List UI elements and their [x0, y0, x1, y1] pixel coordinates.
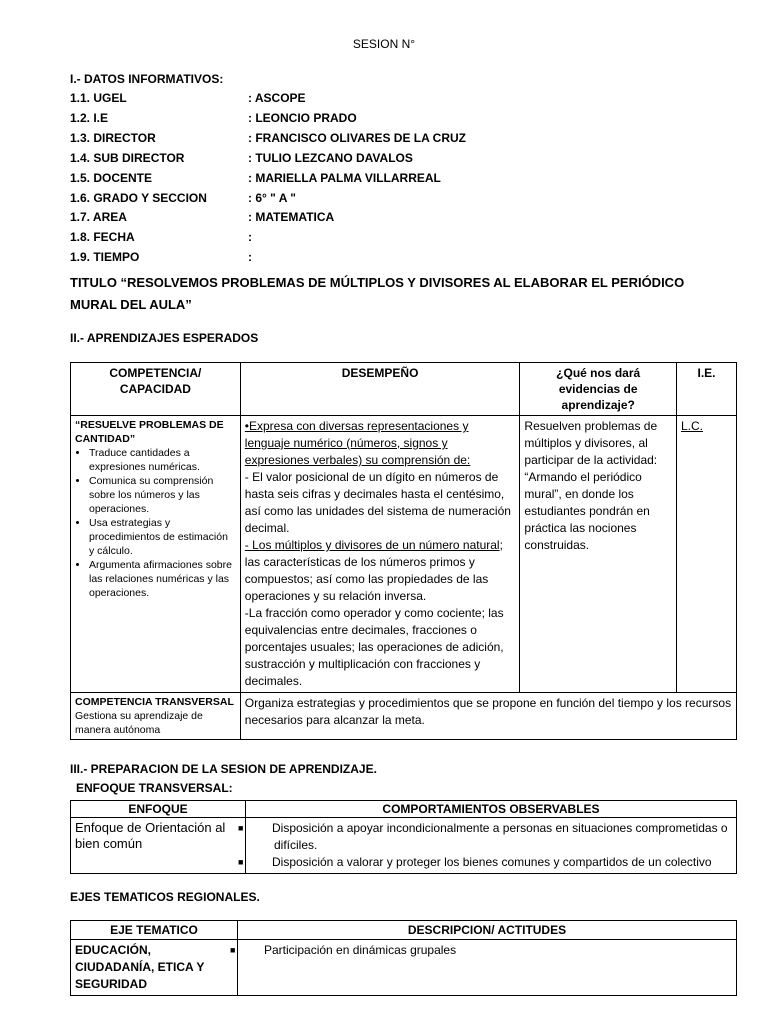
- header-competencia: COMPETENCIA/ CAPACIDAD: [71, 363, 241, 416]
- session-title: TITULO “RESOLVEMOS PROBLEMAS DE MÚLTIPLOS Y DIVISORES AL ELABORAR EL PERIÓDICO MURAL DEL AULA”: [70, 275, 685, 312]
- info-row: [70, 91, 306, 111]
- info-row: [70, 191, 296, 211]
- section2-heading: II.- APRENDIZAJES ESPERADOS: [70, 331, 259, 345]
- session-number-title: SESION N°: [352, 37, 416, 51]
- list-item: • Argumenta afirmaciones sobre las relaciones numéricas y las operaciones.: [89, 558, 236, 600]
- info-row: [70, 250, 252, 270]
- info-value: :: [248, 250, 252, 265]
- list-item: • Comunica su comprensión sobre los números y las operaciones.: [89, 474, 236, 516]
- square-bullet-icon: ■: [230, 945, 236, 955]
- info-value: : MARIELLA PALMA VILLARREAL: [248, 170, 441, 185]
- list-item: [238, 820, 732, 854]
- info-row: [70, 151, 413, 171]
- desempeno-p2-rest: ; las características de los números primos y compuestos; así como las propiedades de las operaciones y su relación inversa.: [244, 538, 503, 603]
- header-evidencia: ¿Qué nos dará evidencias de aprendizaje?: [520, 363, 677, 416]
- transversal-text: Organiza estrategias y procedimientos que se propone en función del tiempo y los recursos necesarios para alcanzar la meta.: [240, 693, 736, 740]
- comportamiento-text: Disposición a apoyar incondicionalmente a personas en situaciones comprometidas o difíciles.: [272, 821, 728, 852]
- actitud-text: Participación en dinámicas grupales: [264, 943, 457, 957]
- desempeno-cell: [240, 416, 520, 693]
- header-enfoque: ENFOQUE: [71, 801, 246, 818]
- desempeno-intro: •Expresa con diversas representaciones y lenguaje numérico (números, signos y expresiones verbales) su comprensión de:: [244, 419, 471, 467]
- info-value: : TULIO LEZCANO DAVALOS: [248, 150, 413, 165]
- enfoque-table: [70, 800, 737, 874]
- header-eje: EJE TEMATICO: [71, 921, 238, 940]
- info-heading: I.- DATOS INFORMATIVOS:: [70, 72, 224, 86]
- desempeno-p2: [245, 537, 516, 605]
- info-label: 1.6. GRADO Y SECCION: [70, 190, 207, 205]
- info-label: 1.9. TIEMPO: [70, 250, 140, 265]
- transversal-competencia: Gestiona su aprendizaje de manera autónoma: [75, 710, 203, 736]
- info-value: : FRANCISCO OLIVARES DE LA CRUZ: [248, 130, 466, 145]
- info-label: 1.2. I.E: [70, 110, 109, 125]
- capacidades-list: [75, 446, 236, 600]
- header-descripcion: DESCRIPCION/ ACTITUDES: [238, 921, 737, 940]
- list-item: • Usa estrategias y procedimientos de estimación y cálculo.: [89, 516, 236, 558]
- info-row: [70, 171, 441, 191]
- desempeno-p2-underlined: - Los múltiplos y divisores de un número natural: [244, 538, 500, 552]
- comportamiento-text: Disposición a valorar y proteger los bienes comunes y compartidos de un colectivo: [272, 855, 712, 869]
- enfoque-table-header: [71, 801, 737, 818]
- table-row: [71, 693, 737, 740]
- enfoque-cell: Enfoque de Orientación al bien común: [71, 818, 246, 874]
- learning-table: [70, 362, 737, 740]
- info-value: : ASCOPE: [248, 91, 306, 105]
- learning-table-header: [71, 363, 737, 416]
- ejes-table: [70, 920, 737, 996]
- transversal-label-cell: [71, 693, 241, 740]
- info-value: : MATEMATICA: [248, 210, 335, 225]
- ie-value: L.C.: [680, 419, 703, 433]
- info-value: : LEONCIO PRADO: [248, 110, 357, 125]
- section3-heading: III.- PREPARACION DE LA SESION DE APRENDIZAJE.: [70, 762, 377, 776]
- comportamientos-cell: [238, 818, 737, 874]
- table-row: [71, 940, 737, 996]
- info-value: :: [248, 230, 252, 245]
- list-item: [230, 942, 732, 959]
- info-label: 1.7. AREA: [70, 210, 127, 225]
- header-comportamientos: COMPORTAMIENTOS OBSERVABLES: [246, 801, 737, 818]
- info-row: [70, 210, 334, 230]
- info-row: [70, 111, 357, 131]
- evidencia-cell: Resuelven problemas de múltiplos y divisores, al participar de la actividad: “Armando el periódico mural”, en donde los estudiantes pondrán en práctica las nociones construidas.: [520, 416, 677, 693]
- info-row: [70, 131, 466, 151]
- competencia-cell: [71, 416, 241, 693]
- ie-cell: [676, 416, 736, 693]
- header-desempeno: DESEMPEÑO: [240, 363, 520, 416]
- square-bullet-icon: ■: [238, 857, 244, 867]
- eje-cell: EDUCACIÓN, CIUDADANÍA, ETICA Y SEGURIDAD: [71, 940, 238, 996]
- info-label: 1.5. DOCENTE: [70, 170, 153, 185]
- desempeno-p1: - El valor posicional de un dígito en números de hasta seis cifras y decimales hasta el centésimo, así como las unidades del sistema de numeración decimal.: [244, 470, 511, 535]
- square-bullet-icon: ■: [238, 823, 244, 833]
- info-label: 1.4. SUB DIRECTOR: [70, 150, 185, 165]
- info-label: 1.8. FECHA: [70, 230, 135, 245]
- ejes-heading: EJES TEMATICOS REGIONALES.: [70, 890, 260, 904]
- info-value: : 6° " A ": [248, 190, 296, 205]
- table-row: [71, 818, 737, 874]
- info-row: [70, 230, 252, 250]
- desempeno-p3: -La fracción como operador y como cociente; las equivalencias entre decimales, fracciones o porcentajes usuales; las operaciones de adición, sustracción y multiplicación con fracciones y decimales.: [244, 606, 504, 688]
- actitud-cell: [230, 940, 737, 996]
- list-item: • Traduce cantidades a expresiones numéricas.: [89, 446, 236, 474]
- info-label: 1.3. DIRECTOR: [70, 130, 156, 145]
- competencia-title: “RESUELVE PROBLEMAS DE CANTIDAD”: [75, 419, 224, 445]
- transversal-label: COMPETENCIA TRANSVERSAL: [75, 696, 234, 708]
- header-ie: I.E.: [676, 363, 736, 416]
- ejes-table-header: [71, 921, 737, 940]
- enfoque-heading: ENFOQUE TRANSVERSAL:: [76, 781, 233, 795]
- table-row: [71, 416, 737, 693]
- list-item: [238, 854, 732, 871]
- info-label: 1.1. UGEL: [70, 91, 127, 105]
